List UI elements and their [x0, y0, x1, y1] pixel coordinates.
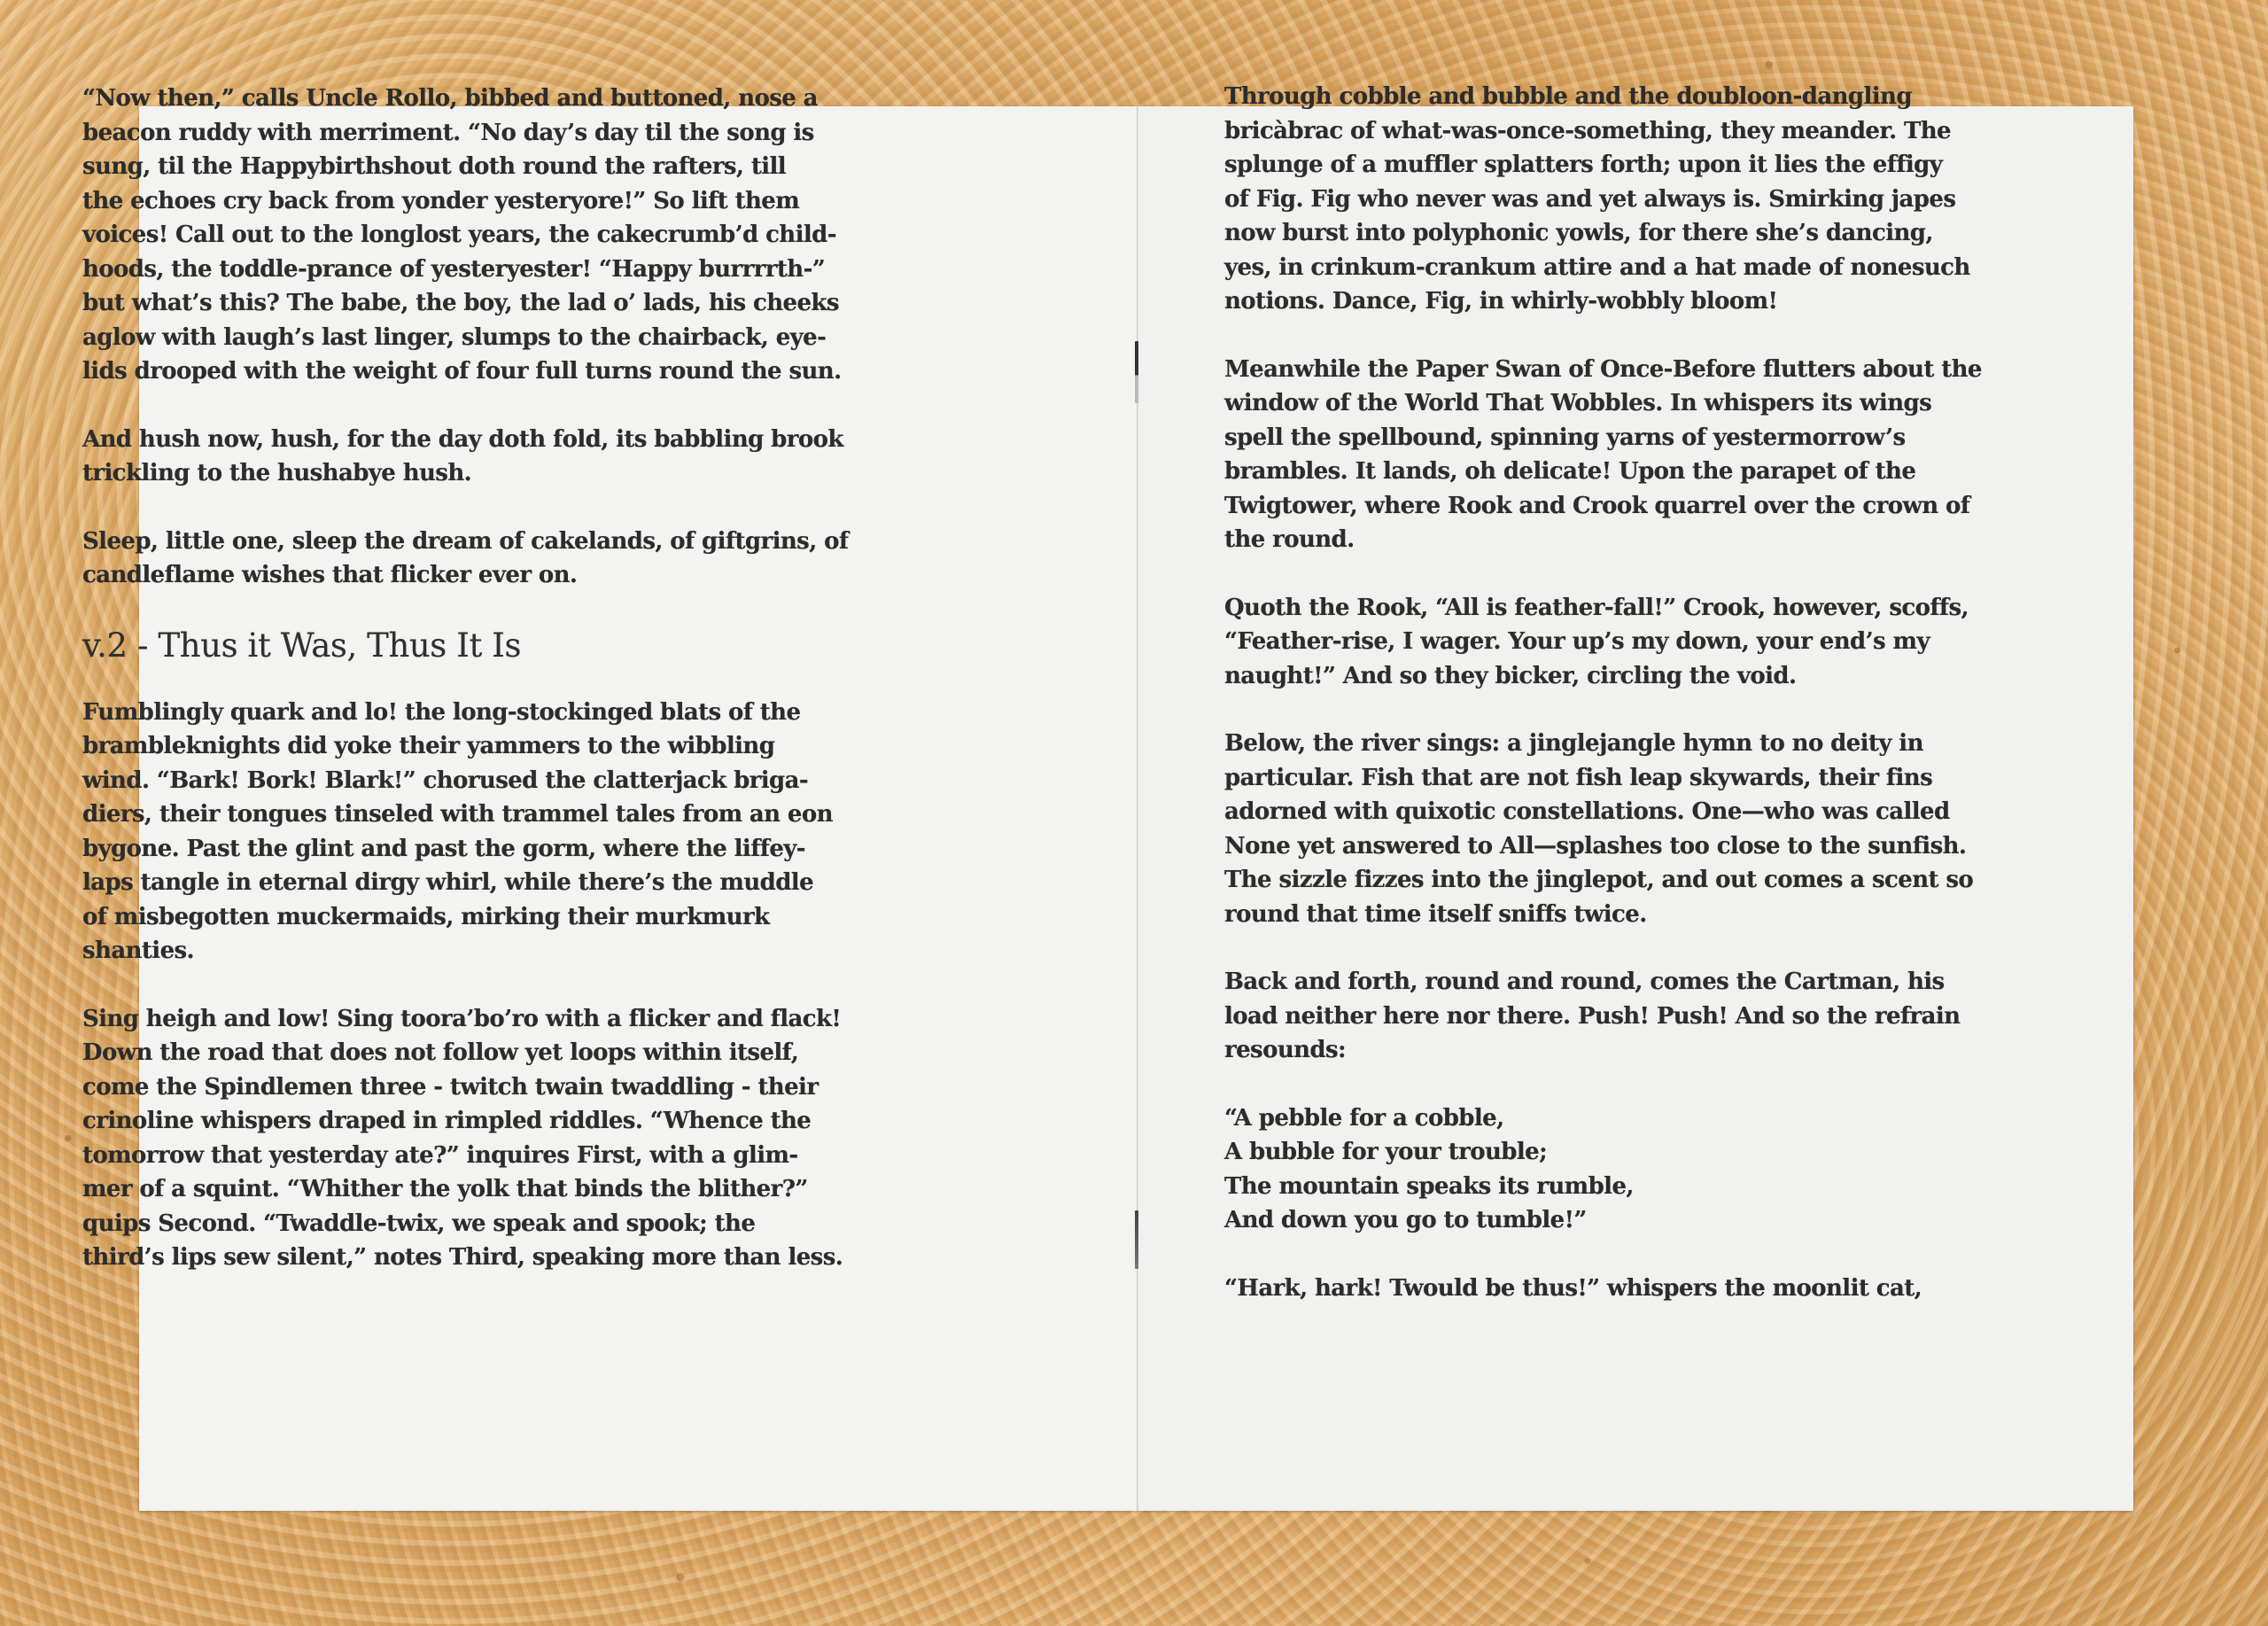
text-line: yes, in crinkum-crankum attire and a hat made of nonesuch	[1224, 253, 1970, 281]
paragraph	[1224, 591, 1982, 694]
text-line: round that time itself sniffs twice.	[1224, 900, 1647, 928]
text-line: now burst into polyphonic yowls, for there she’s dancing,	[1224, 220, 1933, 246]
paragraph	[1224, 727, 1982, 931]
text-line: Sleep, little one, sleep the dream of cakelands, of giftgrins, of	[82, 527, 849, 555]
text-line: “Hark, hark! Twould be thus!” whispers the moonlit cat,	[1224, 1274, 1922, 1302]
text-line: Back and forth, round and round, comes the Cartman, his	[1224, 969, 1945, 995]
text-line: naught!” And so they bicker, circling the void.	[1224, 662, 1797, 689]
text-line: lids drooped with the weight of four full turns round the sun.	[82, 358, 842, 385]
paragraph	[1224, 1272, 1982, 1306]
text-line: Sing heigh and low! Sing toora’bo’ro with a flicker and flack!	[82, 1005, 842, 1032]
staple-bottom	[1135, 1210, 1138, 1269]
text-line: wind. “Bark! Bork! Blark!” chorused the clatterjack briga-	[82, 766, 809, 794]
text-line: particular. Fish that are not fish leap skywards, their fins	[1224, 764, 1933, 791]
text-line: mer of a squint. “Whither the yolk that binds the blither?”	[82, 1176, 808, 1202]
text-line: load neither here nor there. Push! Push! And so the refrain	[1224, 1002, 1961, 1030]
text-line: shanties.	[82, 937, 195, 964]
text-line: tomorrow that yesterday ate?” inquires First, with a glim-	[82, 1141, 798, 1169]
text-line: sung, til the Happybirthshout doth round the rafters, till	[82, 153, 787, 180]
paragraph	[82, 423, 848, 491]
text-line: trickling to the hushabye hush.	[82, 460, 472, 486]
text-line: candleflame wishes that flicker ever on.	[82, 562, 578, 588]
verse-line: “A pebble for a cobble,	[1224, 1104, 1504, 1132]
paragraph	[82, 696, 848, 969]
text-line: window of the World That Wobbles. In whispers its wings	[1224, 390, 1932, 416]
text-line: diers, their tongues tinseled with trammel tales from an eon	[82, 801, 833, 828]
text-line: crinoline whispers draped in rimpled riddles. “Whence the	[82, 1108, 812, 1134]
text-line: the round.	[1224, 526, 1355, 553]
verse-line: And down you go to tumble!”	[1224, 1207, 1587, 1233]
text-line: resounds:	[1224, 1037, 1347, 1063]
verse	[1224, 1101, 1982, 1238]
staple-top	[1135, 341, 1138, 403]
verse-line: The mountain speaks its rumble,	[1224, 1172, 1634, 1200]
text-line: brambles. It lands, oh delicate! Upon the parapet of the	[1224, 458, 1916, 485]
text-line: Below, the river sings: a jinglejangle hymn to no deity in	[1224, 730, 1923, 757]
text-line: Quoth the Rook, “All is feather-fall!” Crook, however, scoffs,	[1224, 594, 1969, 621]
paragraph	[1224, 353, 1982, 557]
text-line: bygone. Past the glint and past the gorm, where the liffey-	[82, 835, 805, 862]
text-line: hoods, the toddle-prance of yesteryester! “Happy burrrrth-”	[82, 255, 826, 283]
text-line: beacon ruddy with merriment. “No day’s day til the song is	[82, 119, 814, 146]
text-line: of misbegotten muckermaids, mirking their murkmurk	[82, 903, 770, 930]
paragraph	[82, 525, 848, 593]
text-line: of Fig. Fig who never was and yet always is. Smirking japes	[1224, 185, 1956, 213]
text-line: Twigtower, where Rook and Crook quarrel over the crown of	[1224, 492, 1970, 519]
text-line: aglow with laugh’s last linger, slumps to the chairback, eye-	[82, 323, 827, 351]
text-line: laps tangle in eternal dirgy whirl, while there’s the muddle	[82, 869, 814, 896]
right-page-text	[1224, 80, 1982, 1339]
text-line: spell the spellbound, spinning yarns of yestermorrow’s	[1224, 424, 1906, 451]
verse-line: A bubble for your trouble;	[1224, 1139, 1548, 1165]
center-fold	[1137, 106, 1138, 1511]
text-line: notions. Dance, Fig, in whirly-wobbly bloom!	[1224, 288, 1778, 315]
text-line: Through cobble and bubble and the doubloon-dangling	[1224, 83, 1912, 110]
text-line: brambleknights did yoke their yammers to the wibbling	[82, 733, 775, 759]
text-line: quips Second. “Twaddle-twix, we speak and spook; the	[82, 1210, 756, 1237]
text-line: voices! Call out to the longlost years, the cakecrumb’d child-	[82, 222, 836, 248]
text-line: adorned with quixotic constellations. One—who was called	[1224, 798, 1950, 825]
text-line: splunge of a muffler splatters forth; upon it lies the effigy	[1224, 152, 1943, 178]
text-line: Fumblingly quark and lo! the long-stockinged blats of the	[82, 698, 801, 726]
text-line: come the Spindlemen three - twitch twain twaddling - their	[82, 1073, 819, 1101]
paragraph	[82, 82, 848, 389]
text-line: bricàbrac of what-was-once-something, they meander. The	[1224, 117, 1951, 144]
left-page-text	[82, 82, 848, 1309]
text-line: None yet answered to All—splashes too close to the sunfish.	[1224, 832, 1967, 860]
section-heading: v.2 - Thus it Was, Thus It Is	[82, 626, 522, 665]
text-line: The sizzle fizzes into the jinglepot, and out comes a scent so	[1224, 867, 1974, 893]
text-line: “Now then,” calls Uncle Rollo, bibbed and buttoned, nose a	[82, 85, 818, 112]
text-line: Meanwhile the Paper Swan of Once-Before flutters about the	[1224, 355, 1982, 383]
text-line: Down the road that does not follow yet loops within itself,	[82, 1039, 799, 1066]
text-line: “Feather-rise, I wager. Your up’s my down, your end’s my	[1224, 628, 1930, 655]
text-line: third’s lips sew silent,” notes Third, speaking more than less.	[82, 1244, 843, 1271]
paragraph	[1224, 965, 1982, 1068]
paragraph	[1224, 80, 1982, 319]
text-line: but what’s this? The babe, the boy, the lad o’ lads, his cheeks	[82, 290, 839, 316]
paragraph	[82, 1002, 848, 1275]
text-line: And hush now, hush, for the day doth fold, its babbling brook	[82, 425, 843, 453]
text-line: the echoes cry back from yonder yesteryore!” So lift them	[82, 187, 800, 214]
